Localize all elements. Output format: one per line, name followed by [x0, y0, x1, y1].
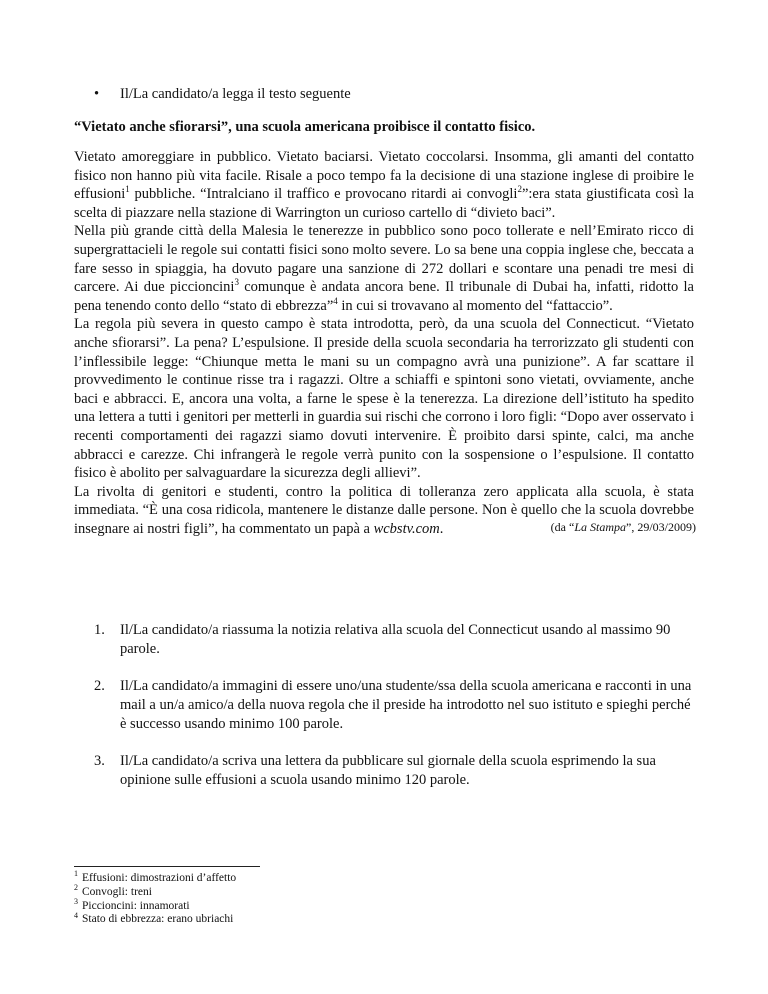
p1-text-c: ”:era stata giustificata così la scelta di piazzare nella stazione di Warrington un curioso cartello di “divieto baci”.: [74, 186, 694, 221]
task-text: Il/La candidato/a immagini di essere uno/una studente/ssa della scuola americana e racconti in una mail a un/a amico/a della nuova regola che il preside ha introdotto nel suo istituto e spieghi perché è successo usando minimo 100 parole.: [120, 678, 692, 732]
p1-text-a: Vietato amoreggiare in pubblico. Vietato baciarsi. Vietato coccolarsi. Insomma, gli amanti del contatto fisico non hanno più vita facile. Risale a poco tempo fa la decisione di una stazione inglese di proibire le effusioni: [74, 149, 694, 203]
footnote-text: Effusioni: dimostrazioni d’affetto: [82, 872, 237, 884]
footnote: [74, 882, 236, 900]
footnote-ref: 1: [125, 184, 130, 195]
footnotes: [74, 869, 237, 927]
paragraph-1: [74, 148, 694, 222]
p2-text-c: in cui si trovavano al momento del “fattaccio”.: [337, 297, 613, 314]
footnote-text: Piccioncini: innamorati: [82, 899, 190, 912]
task-text: Il/La candidato/a scriva una lettera da pubblicare sul giornale della scuola esprimendo la sua opinione sulle effusioni a scuola usando minimo 120 parole.: [120, 753, 656, 788]
source-website: wcbstv.com: [373, 520, 440, 537]
source-paper: La Stampa: [574, 520, 626, 534]
task-item: [94, 621, 694, 659]
p2-text-a: Nella più grande città della Malesia le tenerezze in pubblico sono poco tollerate e nell’Emirato ricco di supergrattacieli le regole sui contatti fisici sono molto severe. Lo sa bene una coppia inglese che, beccata a fare sesso in spiaggia, ha dovuto pagare una sanzione di 272 dollari e scontare una penadi tre mesi di carcere. Ai due piccioncini: [74, 223, 694, 296]
task-number: 1.: [94, 622, 105, 638]
footnote-ref: 4: [333, 295, 338, 306]
p1-text-b: pubbliche. “Intralciano il traffico e provocano ritardi ai convogli: [129, 186, 518, 203]
p4-text-a: La rivolta di genitori e studenti, contro la politica di tolleranza zero applicata alla scuola, è stata immediata. “È una cosa ridicola, mantenere le distanze dalle persone. Non è quello che la scuola dovrebbe insegnare ai nostri figli”, ha commentato un papà a: [74, 483, 694, 537]
paragraph-3: La regola più severa in questo campo è stata introdotta, però, da una scuola del Connecticut. “Vietato anche sfiorarsi”. La pena? L’espulsione. Il preside della scuola secondaria ha terrorizzato gli studenti con l’inflessibile legge: “Chiunque metta le mani su un compagno avrà una punizione”. A far scattare il provvedimento le continue risse tra i ragazzi. Oltre a schiaffi e spintoni sono vietati, ovviamente, anche baci e abbracci. E, ancora una volta, a farne le spese è la tenerezza. La direzione dell’istituto ha spedito una lettera a tutti i genitori per metterli in guardia sui rischi che corrono i loro figli: “Dopo aver osservato i recenti comportamenti dei ragazzi siamo dovuti intervenire. È proibito darsi spinte, calci, ma anche abbracci e carezze. Chi infrangerà le regole verrà punito con la sospensione o l’espulsione. Il contatto fisico è abolito per salvaguardare la sicurezza degli allievi”.: [74, 316, 694, 482]
footnote: [74, 869, 237, 886]
article-body: [74, 148, 694, 538]
footnote-text: Convogli: treni: [82, 885, 152, 898]
p4-text-b: .: [439, 520, 444, 537]
footnote: [74, 896, 236, 914]
instruction-text: Il/La candidato/a legga il testo seguente: [120, 86, 351, 102]
footnote-number: 2: [74, 882, 78, 892]
footnote-divider: [74, 866, 260, 867]
task-number: 3.: [94, 753, 105, 769]
bullet-icon: •: [94, 86, 100, 102]
source-post: ”, 29/03/2009): [626, 520, 696, 534]
task-item: [94, 752, 694, 790]
footnote-text: Stato di ebbrezza: erano ubriachi: [82, 913, 234, 926]
footnote: [74, 910, 236, 927]
paragraph-2: [74, 222, 694, 315]
task-number: 2.: [94, 678, 105, 694]
footnote-ref: 2: [517, 184, 522, 195]
source-pre: (da “: [550, 520, 575, 534]
article-title: “Vietato anche sfiorarsi”, una scuola americana proibisce il contatto fisico.: [74, 119, 536, 135]
footnote-number: 4: [74, 910, 78, 920]
footnote-number: 1: [74, 869, 78, 879]
task-item: [94, 677, 694, 734]
source-citation: [551, 520, 696, 535]
p2-text-b: comunque è andata ancora bene. Il tribunale di Dubai ha, infatti, ridotto la pena tenendo conto dello “stato di ebbrezza”: [74, 279, 694, 314]
footnote-number: 3: [74, 896, 78, 906]
task-text: Il/La candidato/a riassuma la notizia relativa alla scuola del Connecticut usando al massimo 90 parole.: [120, 622, 671, 657]
task-list: [94, 621, 694, 808]
footnote-ref: 3: [234, 277, 239, 288]
